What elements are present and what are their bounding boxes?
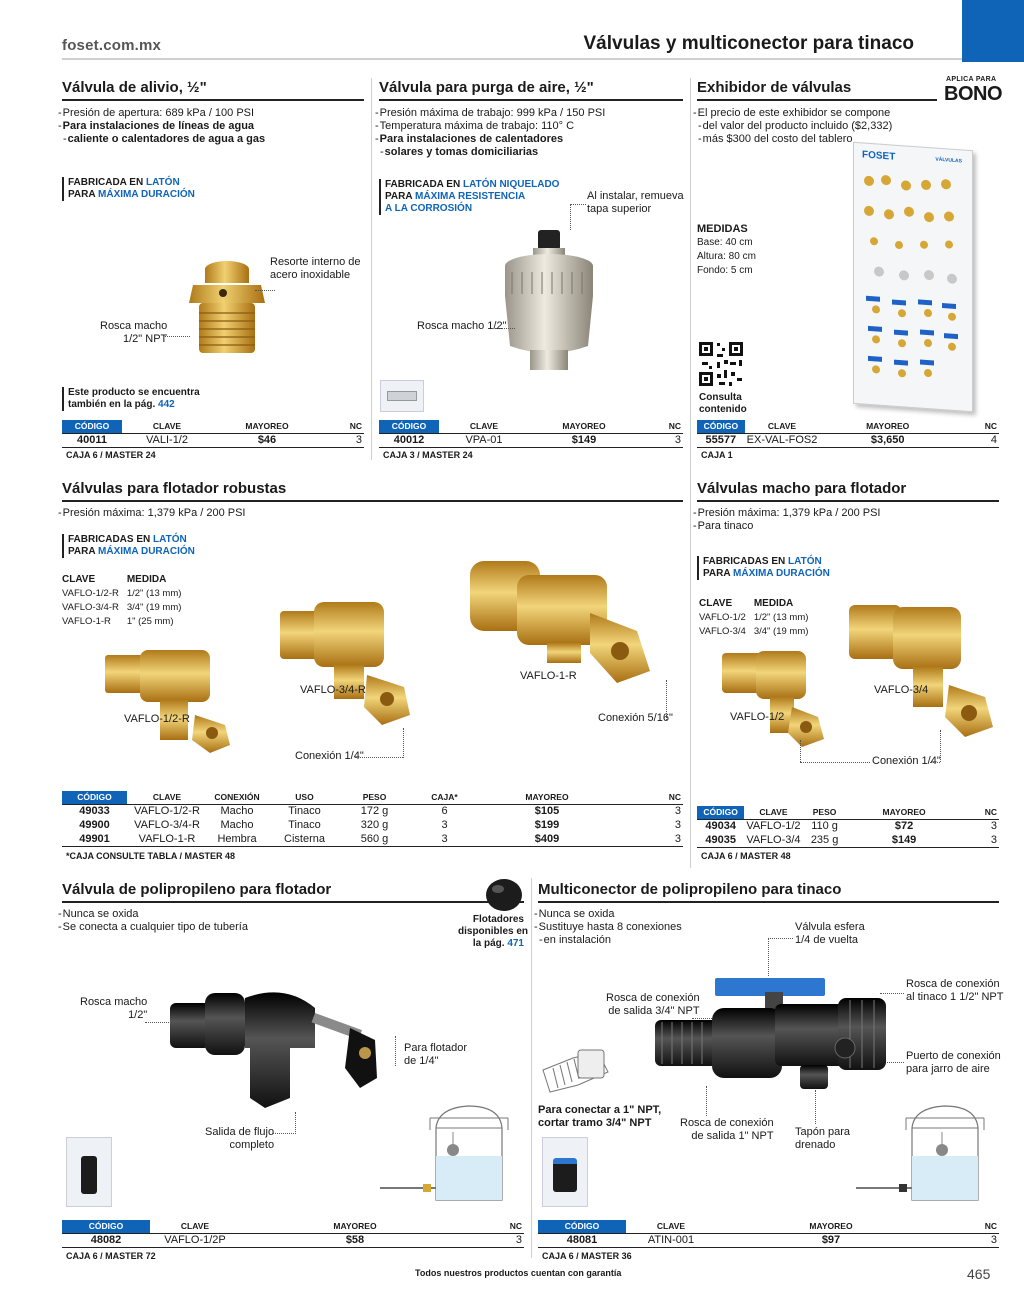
multiconnector-image [650,970,895,1095]
table-row: 48081 ATIN-001 $97 3 [538,1233,999,1247]
section-title-exhibidor: Exhibidor de válvulas [697,79,852,96]
label-rosca-pp: Rosca macho 1/2" [80,996,148,1021]
section-title-purga: Válvula para purga de aire, ½" [379,79,594,96]
page-link-471[interactable]: 471 [507,938,524,949]
leader-line [666,680,667,720]
label-resorte: Resorte interno de acero inoxidable [270,256,361,281]
male-float-valve-half-image [720,645,830,750]
label-salida-34: Rosca de conexión de salida 3/4" NPT [606,992,700,1017]
pipe-cut-diagram [538,1040,613,1100]
float-valve-half-image [100,645,245,760]
section-title-robustas: Válvulas para flotador robustas [62,480,287,497]
column-divider [531,878,532,1258]
qr-caption: Consulta contenido [699,392,747,415]
label-vaflo-34: VAFLO-3/4 [874,684,929,696]
label-rosca-purga: Rosca macho 1/2" [417,320,507,332]
bono-badge-top: APLICA PARA [946,76,997,83]
robustas-bullets: - Presión máxima: 1,379 kPa / 200 PSI [58,507,246,520]
section-title-macho: Válvulas macho para flotador [697,480,907,497]
macho-price-table: CÓDIGO CLAVE PESO MAYOREO NC 49034 VAFLO-1/2 110 g $72 3 49035 VAFLO-3/4 235 g $149 3 [697,806,999,848]
leader-line [800,762,870,763]
purga-bullets: - Presión máxima de trabajo: 999 kPa / 150 PSI - Temperatura máxima de trabajo: 110° C - Para instalaciones de calentadores - solares y tomas domiciliarias [375,107,605,159]
alivio-see-also: Este producto se encuentra también en la pág. 442 [62,387,200,411]
leader-line [940,730,941,762]
purga-made-of: FABRICADA EN LATÓN NIQUELADO PARA MÁXIMA RESISTENCIA A LA CORROSIÓN [379,179,559,215]
section-rule [379,99,683,101]
leader-line [495,328,515,329]
leader-line [272,1133,296,1134]
table-row: 49901 VAFLO-1-R Hembra Cisterna 560 g 3 $409 3 [62,832,683,846]
display-board-image: FOSET VÁLVULAS [853,142,973,412]
label-conexion-516: Conexión 5/16" [598,712,673,724]
label-puerto: Puerto de conexión para jarro de aire [906,1050,1001,1075]
leader-line [706,1086,707,1116]
label-vaflo-12: VAFLO-1/2 [730,711,785,723]
table-row: 49033 VAFLO-1/2-R Macho Tinaco 172 g 6 $105 3 [79,805,681,818]
tank-diagram-left [378,1100,528,1210]
leader-line [165,336,190,337]
multiconector-bullets: - Nunca se oxida - Sustituye hasta 8 conexiones - en instalación [534,908,682,947]
table-row: 49034 VAFLO-1/2 110 g $72 3 [705,820,997,833]
label-conexion-14-robustas: Conexión 1/4" [295,750,364,762]
site-url[interactable]: foset.com.mx [62,37,162,54]
label-para-conectar: Para conectar a 1" NPT, cortar tramo 3/4" NPT [538,1104,662,1129]
air-purge-valve-image [500,228,600,373]
column-divider [371,78,372,460]
header-divider [62,58,962,60]
section-rule [62,500,683,502]
polipropileno-bullets: - Nunca se oxida - Se conecta a cualquier tipo de tubería [58,908,248,934]
leader-line [355,757,403,758]
label-para-flotador: Para flotador de 1/4" [404,1042,467,1067]
bono-badge: BONO [944,83,1002,105]
robustas-size-table: CLAVE MEDIDA VAFLO-1/2-R 1/2" (13 mm) VAFLO-3/4-R 3/4" (19 mm) VAFLO-1-R 1" (25 mm) [62,574,182,627]
label-vaflo-12-r: VAFLO-1/2-R [124,713,190,725]
label-valvula-esfera: Válvula esfera 1/4 de vuelta [795,921,865,946]
table-row: 49035 VAFLO-3/4 235 g $149 3 [697,833,999,847]
section-title-polipropileno: Válvula de polipropileno para flotador [62,881,332,898]
leader-line [800,740,801,762]
section-rule [62,99,364,101]
page-number: 465 [967,1266,991,1282]
leader-line [930,762,940,763]
macho-made-of: FABRICADAS EN LATÓN PARA MÁXIMA DURACIÓN [697,556,830,580]
multiconector-price-table: CÓDIGO CLAVE MAYOREO NC 48081 ATIN-001 $97 3 [538,1220,999,1248]
polipropileno-caja: CAJA 6 / MASTER 72 [66,1251,156,1261]
label-rosca-tinaco: Rosca de conexión al tinaco 1 1/2" NPT [906,978,1004,1003]
exhibidor-medidas: MEDIDAS Base: 40 cm Altura: 80 cm Fondo: 5 cm [697,223,756,276]
page-link-442[interactable]: 442 [158,399,175,410]
male-float-valve-threequarter-image [845,597,1000,742]
leader-line [815,1090,816,1124]
macho-caja: CAJA 6 / MASTER 48 [701,851,791,861]
macho-size-table: CLAVE MEDIDA VAFLO-1/2 1/2" (13 mm) VAFLO-3/4 3/4" (19 mm) [699,598,809,637]
leader-line [255,290,275,291]
float-valve-threequarter-image [272,597,422,737]
alivio-caja: CAJA 6 / MASTER 24 [66,450,156,460]
table-row: 40011 VALI-1/2 $46 3 [62,433,364,447]
flotadores-note: Flotadores disponibles en la pág. 471 [458,914,529,949]
section-title-multiconector: Multiconector de polipropileno para tinaco [538,881,842,898]
exhibidor-price-table: CÓDIGO CLAVE MAYOREO NC 55577 EX-VAL-FOS2 $3,650 4 [697,420,999,448]
leader-line [768,938,793,939]
relief-valve-image [185,255,270,360]
leader-line [395,1036,396,1066]
section-rule [697,99,937,101]
label-rosca-alivio: Rosca macho 1/2" NPT [100,320,168,345]
exhibidor-desc: - El precio de este exhibidor se compone - del valor del producto incluido ($2,332) - más $300 del costo del tablero [693,107,892,146]
table-row: 48082 VAFLO-1/2P $58 3 [62,1233,524,1247]
leader-line [403,728,404,758]
section-rule [697,500,999,502]
alivio-made-of: FABRICADA EN LATÓN PARA MÁXIMA DURACIÓN [62,177,195,201]
page-title: Válvulas y multiconector para tinaco [583,33,914,54]
label-vaflo-34-r: VAFLO-3/4-R [300,684,366,696]
leader-line [570,204,586,205]
robustas-made-of: FABRICADAS EN LATÓN PARA MÁXIMA DURACIÓN [62,534,195,558]
label-tapon: Tapón para drenado [795,1126,851,1151]
qr-code-icon[interactable] [697,340,745,388]
robustas-price-table: CÓDIGO CLAVE CONEXIÓN USO PESO CAJA* MAYOREO NC 49033 VAFLO-1/2-R Macho Tinaco 172 g 6 $105 3 49900 VAFLO-3/4-R Macho Tinaco 320 g 3 $199 3 49901 VAFLO-1-R Hembra Cisterna 560 g 3 $409 3 [62,791,683,847]
column-divider [690,78,691,868]
page-tab [962,0,1024,62]
package-thumbnail [66,1137,112,1207]
package-thumbnail [542,1137,588,1207]
leader-line [570,204,571,230]
table-row: 49900 VAFLO-3/4-R Macho Tinaco 320 g 3 $199 3 [79,819,681,831]
polypropylene-float-valve-image [165,978,395,1113]
alivio-price-table: CÓDIGO CLAVE MAYOREO NC 40011 VALI-1/2 $46 3 [62,420,364,448]
label-vaflo-1-r: VAFLO-1-R [520,670,577,682]
leader-line [295,1112,296,1134]
alivio-bullets: - Presión de apertura: 689 kPa / 100 PSI - Para instalaciones de líneas de agua - caliente o calentadores de agua a gas [58,107,265,146]
label-conexion-14-macho: Conexión 1/4" [872,755,941,767]
warranty-note: Todos nuestros productos cuentan con garantía [415,1268,622,1278]
section-title-alivio: Válvula de alivio, ½" [62,79,207,96]
tank-diagram-right [854,1100,1004,1210]
float-valve-one-inch-image [462,553,667,713]
table-row: 40012 VPA-01 $149 3 [379,433,683,447]
section-rule [62,901,524,903]
macho-bullets: - Presión máxima: 1,379 kPa / 200 PSI - Para tinaco [693,507,881,533]
section-rule [538,901,999,903]
multiconector-caja: CAJA 6 / MASTER 36 [542,1251,632,1261]
polipropileno-price-table: CÓDIGO CLAVE MAYOREO NC 48082 VAFLO-1/2P $58 3 [62,1220,524,1248]
package-thumbnail [380,380,424,412]
purga-price-table: CÓDIGO CLAVE MAYOREO NC 40012 VPA-01 $149 3 [379,420,683,448]
robustas-caja: *CAJA CONSULTE TABLA / MASTER 48 [66,851,236,861]
purga-caja: CAJA 3 / MASTER 24 [383,450,473,460]
label-salida-flujo: Salida de flujo completo [205,1126,275,1151]
float-ball-image [484,877,524,913]
exhibidor-caja: CAJA 1 [701,450,733,460]
table-row: 55577 EX-VAL-FOS2 $3,650 4 [697,433,999,447]
label-salida-1: Rosca de conexión de salida 1" NPT [680,1117,774,1142]
label-instalar: Al instalar, remueva tapa superior [587,190,684,215]
